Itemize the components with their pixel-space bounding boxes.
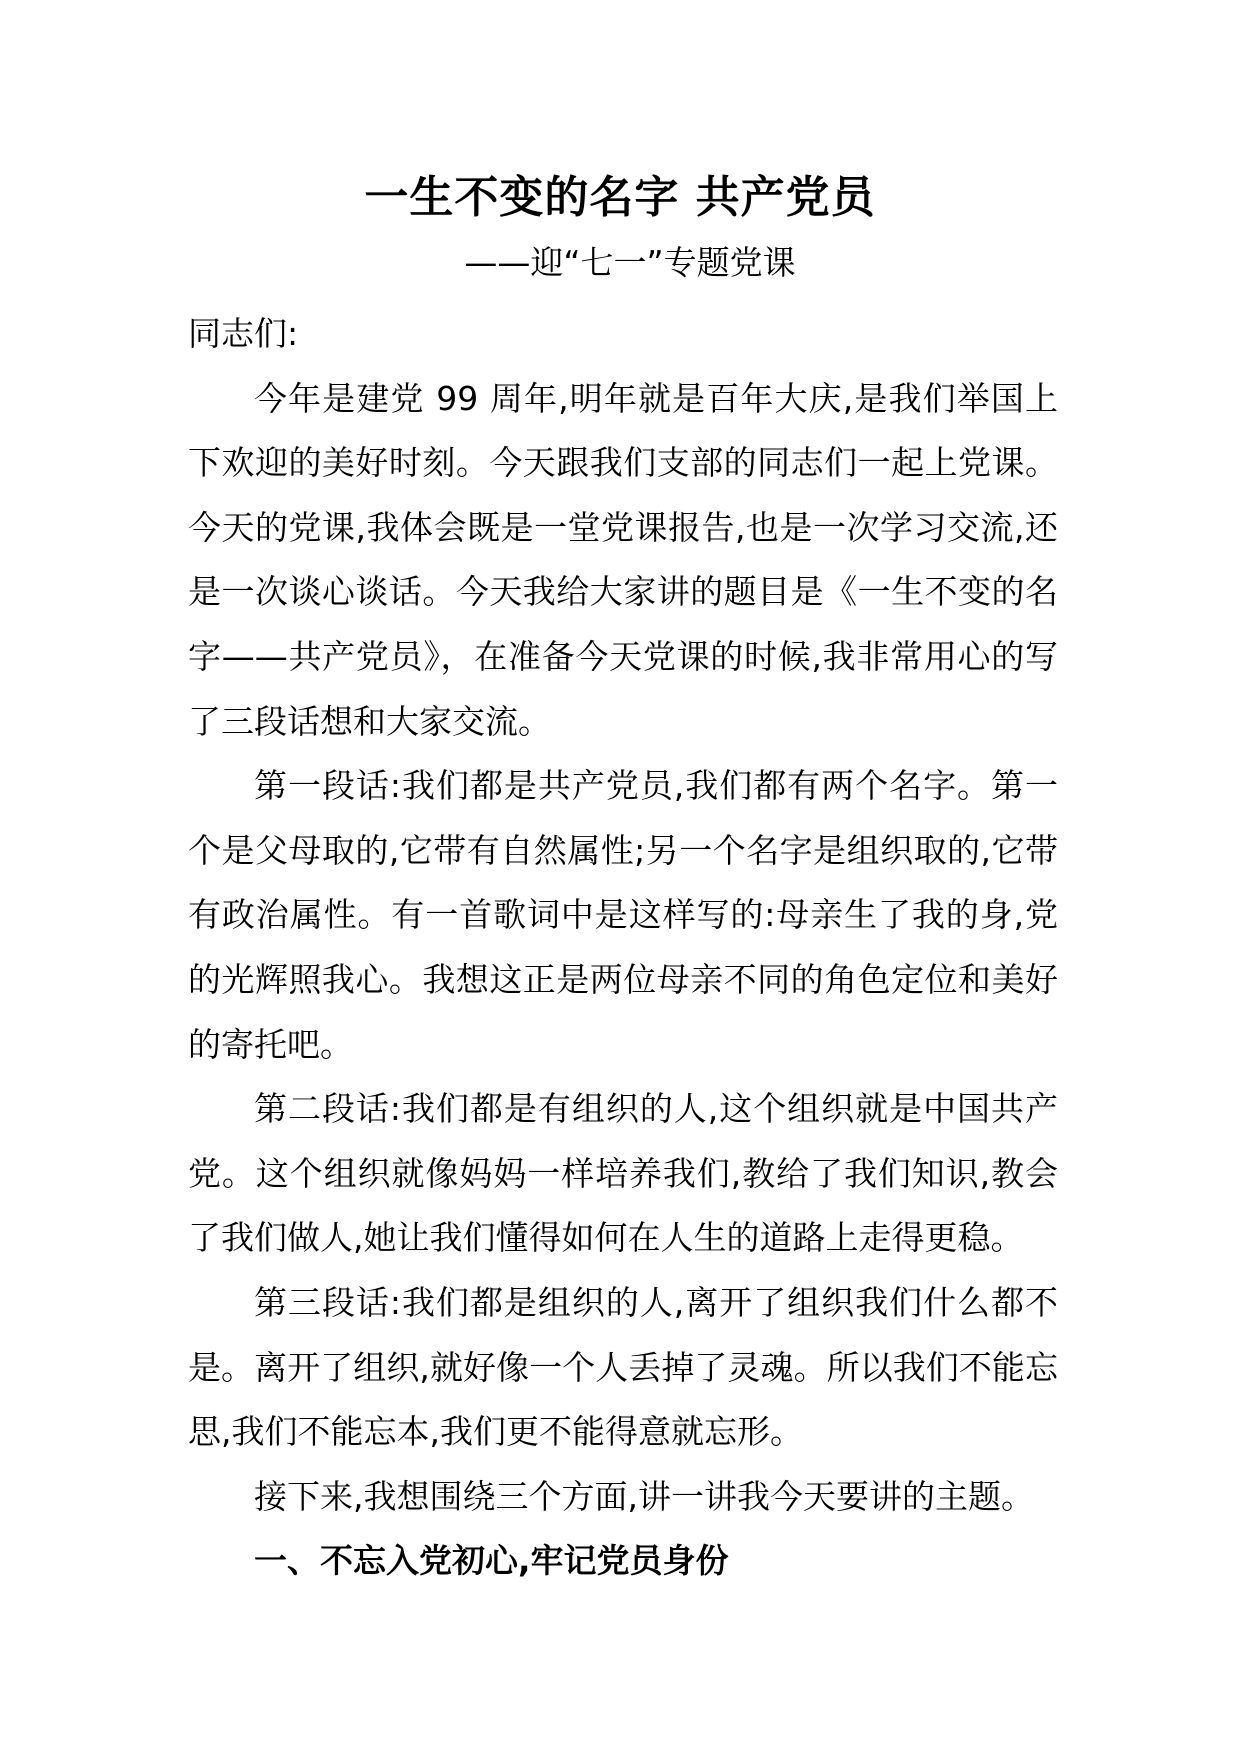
paragraph-first-passage: 第一段话:我们都是共产党员,我们都有两个名字。第一个是父母取的,它带有自然属性;另一个名字是组织取的,它带有政治属性。有一首歌词中是这样写的:母亲生了我的身,党的光辉照我心。我想这正是两位母亲不同的角色定位和美好的寄托吧。 bbox=[188, 766, 1058, 1064]
paragraph-third-passage: 第三段话:我们都是组织的人,离开了组织我们什么都不是。离开了组织,就好像一个人丢掉了灵魂。所以我们不能忘思,我们不能忘本,我们更不能得意就忘形。 bbox=[188, 1282, 1058, 1452]
section-heading: 一、不忘入党初心,牢记党员身份 bbox=[254, 1541, 729, 1581]
document-subtitle: ——迎“七一”专题党课 bbox=[464, 243, 796, 282]
salutation: 同志们: bbox=[188, 314, 299, 353]
paragraph-transition: 接下来,我想围绕三个方面,讲一讲我今天要讲的主题。 bbox=[254, 1476, 1034, 1516]
document-body bbox=[188, 302, 1058, 1594]
paragraph-second-passage: 第二段话:我们都是有组织的人,这个组织就是中国共产党。这个组织就像妈妈一样培养我们,教给了我们知识,教会了我们做人,她让我们懂得如何在人生的道路上走得更稳。 bbox=[188, 1089, 1058, 1258]
paragraph-intro: 今年是建党 99 周年,明年就是百年大庆,是我们举国上下欢迎的美好时刻。今天跟我们支部的同志们一起上党课。今天的党课,我体会既是一堂党课报告,也是一次学习交流,还是一次谈心谈话。今天我给大家讲的题目是《一生不变的名字——共产党员》，在准备今天党课的时候,我非常用心的写了三段话想和大家交流。 bbox=[188, 378, 1058, 741]
document-title: 一生不变的名字 共产党员 bbox=[364, 172, 876, 223]
